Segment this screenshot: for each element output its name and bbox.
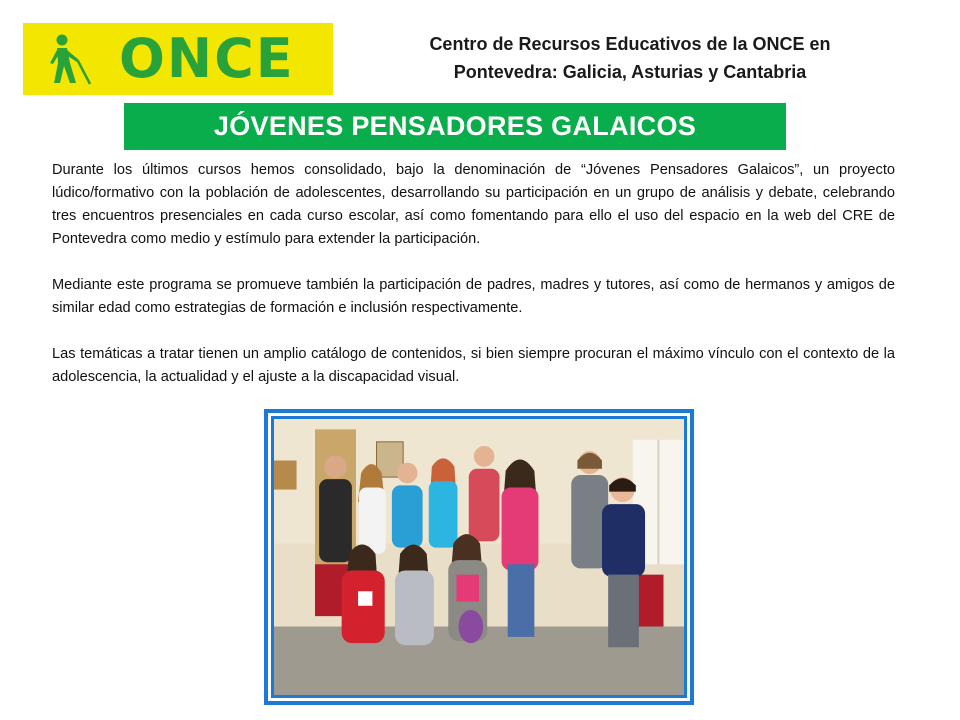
header-title <box>360 30 900 86</box>
paragraph-1: Durante los últimos cursos hemos consolidado, bajo la denominación de “Jóvenes Pensadores Galaicos”, un proyecto lúdico/formativo con la población de adolescentes, desarrollando su participación en un grupo de análisis y debate, celebrando tres encuentros presenciales en cada curso escolar, así como fomentando para ello el uso del espacio en la web del CRE de Pontevedra como medio y estímulo para extender la participación. <box>52 162 895 247</box>
group-photo-frame <box>264 409 694 705</box>
paragraph-3: Las temáticas a tratar tienen un amplio catálogo de contenidos, si bien siempre procuran el máximo vínculo con el contexto de la adolescencia, la actualidad y el ajuste a la discapacidad visual. <box>52 346 895 385</box>
banner-title: JÓVENES PENSADORES GALAICOS <box>213 111 697 141</box>
once-logo <box>23 23 333 95</box>
header-line-2: Pontevedra: Galicia, Asturias y Cantabria <box>453 62 807 82</box>
title-banner <box>124 103 786 150</box>
body-text <box>52 159 895 412</box>
logo-wordmark: ONCE <box>119 27 295 90</box>
walking-person-with-cane-icon <box>45 33 93 85</box>
header-line-1: Centro de Recursos Educativos de la ONCE en <box>429 34 831 54</box>
group-photo <box>274 419 684 695</box>
paragraph-2: Mediante este programa se promueve también la participación de padres, madres y tutores, así como de hermanos y amigos de similar edad como estrategias de formación e inclusión respectivamente. <box>52 277 895 316</box>
